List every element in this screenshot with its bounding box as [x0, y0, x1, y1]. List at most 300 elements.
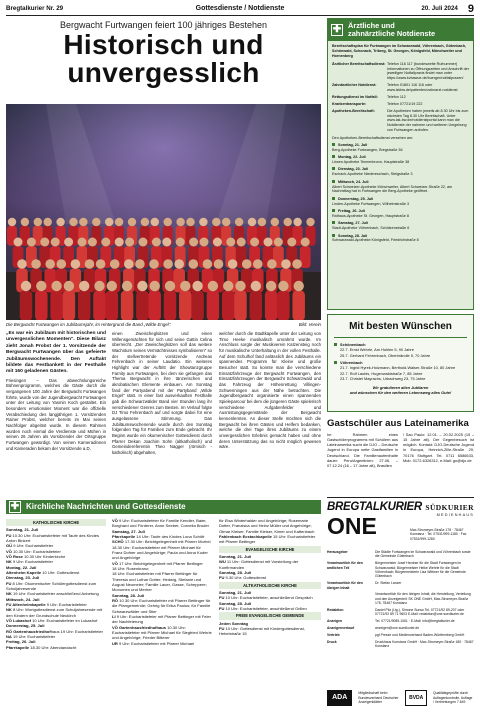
- emergency-row-value: Telefon 116 117 (bundesweite Rufnummer) Informationen zu Öffnungszeiten und Anschrift der jeweiligen Notfallpraxis findet man unter https://www.kvbawue.de/buerger/notfallpraxen/: [387, 61, 469, 81]
- person-body: [234, 291, 246, 320]
- article-column-1: [6, 331, 106, 451]
- imprint-rows: [327, 550, 474, 651]
- person-head: [34, 218, 42, 226]
- schedule-entry-text: für Elsa Winterhalder und Angehörige; Rosemarie Dotter, Franziska und Heinz Müller und Angehörige; Otmar Kleiser, Familie Kleiser, Kimer und Kattenbach: [219, 518, 315, 534]
- emergency-title: [348, 22, 435, 38]
- emergency-row: [332, 83, 469, 93]
- person-head: [274, 238, 283, 247]
- person-head: [135, 259, 145, 269]
- person-head: [124, 259, 134, 269]
- emergency-row: [332, 95, 469, 100]
- ada-logo: ADA: [327, 690, 352, 706]
- schedule-entry-text: 17 Uhr: Beichtgelegenheit mit Pfarrer Bettinger: [117, 560, 203, 566]
- emergency-rows: [332, 62, 469, 133]
- person-head: [278, 281, 288, 291]
- exchange-text-left: Im Rahmen eines Gastschülerprogramms mit Schülern aus Lateinamerika sucht die DJO – Deutsche Jugend in Europa nette Gastfamilien in Deutschland. Die Familienaufenthalte dauer: Peru/Argentinien: 27.06. – 07.12.24 (16 – 17 Jahre alt), Brasilien: [327, 432, 398, 468]
- wishes-item: 22.7. Rolf Laubis, Hugenwaldstraße 7, 85 Jahre: [340, 370, 423, 376]
- imprint-label: Redaktion: [327, 607, 344, 612]
- person-head: [51, 238, 60, 247]
- schedule-entry-text: haus 19 Uhr: Eucharistiefeier: [50, 628, 103, 634]
- schedule-entry-label: VÖ: [112, 518, 118, 523]
- schedule-entry-label: FU: [219, 606, 225, 612]
- publisher-sub: MEDIENHAUS: [436, 512, 474, 517]
- person-head: [85, 259, 95, 269]
- issue-label: Bregtalkurier Nr. 29: [6, 4, 64, 12]
- imprint-label: Anzeigenverkauf: [327, 626, 355, 631]
- emergency-title-1: Ärztliche und: [348, 20, 395, 30]
- person-head: [71, 259, 81, 269]
- pharmacy-entry: [332, 143, 469, 153]
- brand-one: ONE: [327, 512, 377, 539]
- schedule-entry-label: Sonntag, 21. Juli: [6, 527, 39, 533]
- person-head: [192, 281, 202, 291]
- schedule-entry-text: 19 Uhr: Eucharistiefeier anschließend Anbetung: [11, 591, 99, 597]
- bullet-icon: [334, 343, 337, 346]
- brand-name: BREGTALKURIER: [327, 501, 422, 513]
- schedule-entry-label: VÖ: [6, 548, 12, 554]
- person-body: [265, 291, 277, 320]
- schedule-entry-label: Altenheim Kapelle: [6, 570, 42, 576]
- ada-text: Mitgliedschaft beim Bundesverband Deutscher Anzeigenblätter: [358, 691, 399, 705]
- person-body: [277, 291, 289, 320]
- person-head: [223, 281, 233, 291]
- emergency-title-bar: [328, 19, 473, 41]
- imprint-label: Verantwortlich für den amtlichen Teil: [327, 561, 363, 570]
- schedule-entry-text: 10.30 Uhr: Eucharistiefeier: [11, 548, 61, 554]
- pharmacy-name: Albert Schweizer-Apotheke Mönchweiler, Albert Schweizer-Straße 22, am Nachmittag hat in Furtwangen die Berg-Apotheke geöffnet.: [332, 184, 453, 194]
- schedule-entry: [219, 518, 321, 534]
- article-column-2: einen Zweischeglsitzen und einen Willensgemächten für sich und seine Gattin Celina überreicht. „Der Zweischeglsitzen soll das weitere Wachstum seines Vermächtnisses symbolisieren" so der stellvertretende vorsitzende Andreas Fehrenbach in seiner Laudatio. Ein weiteres Highlight war der Auftritt der Showtanzgruppe Farnity aus Furtwangen, bei dem sie gefangen das Thema Bergwacht in ihre tänzerischen und akrobatischen Elemente einbauen. Am Sonntag fand der Partyabend mit der Partyband „Wilde Engel" statt. In einer fast ausverkauften Festhalle gab die Schwarzwälder Band vier Stunden lang ihr verschiedener Genres zum Besten. Im Verlauf folgte DJ Timo Fehrenbach auf und sorgte dabei für eine ausgelassene Stimmung. Das Jubiläumswochenende wurde durch den Sonntag folgenden Tag für Familien zum Ende gebracht. Ihr Beginn wurde ein ökumenischer Gottesdienst durch Pfarrer Dekan Joachim Sohn (altkatholisch) und Gemeindereferentin Theo Nagger (römisch - katholisch) abgehalten,: [112, 331, 212, 456]
- bullet-icon: [334, 361, 337, 364]
- schedule-entry-label: FU Altenheimkapelle: [6, 601, 46, 607]
- emergency-row-label: Rettungsdienst im Notfall:: [332, 94, 378, 99]
- person-head: [107, 281, 117, 291]
- pharmacy-name: Rathaus-Apotheke St. Georgen, Hauptstraße 8: [332, 213, 409, 218]
- imprint-label: Druck: [327, 639, 337, 644]
- publisher-address: Max-Stromeyer-Straße 178 · 78467 Konstanz · Tel. 07531/999-1180 · Fax 07531/999-1280: [410, 528, 467, 541]
- church-news-title: Kirchliche Nachrichten und Gottesdienste: [26, 501, 186, 511]
- free-church-heading: FREIE EVANGELISCHE GEMEINDE: [219, 612, 321, 619]
- person-body: [121, 291, 133, 320]
- person-head: [8, 218, 16, 226]
- article-subhead: Bergwacht Furtwangen feiert 100 jähriges Bestehen: [59, 20, 268, 30]
- article-lead: „Es war ein Jubiläum mit historischen und unvergesslichen Momenten". Diese Bilanz zieht Jonah Probst der 1. Vorsitzende der Bergwacht Furtwangen über das gefeierte Jubiläumswochenende. Den Auftakt bildete das Festbankett in der Festhalle mit 160 geladenen Gästen.: [6, 331, 106, 375]
- emergency-row: [332, 62, 469, 82]
- pharmacy-entry: [332, 155, 469, 165]
- bvda-text: Qualitätsgeprüfte durch Auflagenkontrolle, Auflage / Verbreitungen 7.649: [432, 691, 473, 705]
- schedule-entry-label: VÖ Rose: [6, 554, 23, 560]
- schedule-entry-label: FU: [6, 532, 12, 538]
- pharmacy-list: [332, 143, 469, 243]
- pharmacy-intro: Den Apotheken-Bereitschaftsdienst versehen am:: [332, 136, 413, 140]
- person-head: [40, 238, 49, 247]
- emergency-row-value: Die Apotheken haben jeweils ab 8.30 Uhr bis zum nächsten Tag 8.30 Uhr Bereitschaft. Unter www.lak-bw.de/notdienstportal kann man die Notdienste der nahmen und weiteren Umgebung von Furtwangen aufrufen.: [387, 108, 469, 133]
- person-body: [250, 291, 262, 320]
- person-head: [222, 218, 230, 226]
- membership-logos: [327, 690, 474, 706]
- schedule-entry: [6, 645, 106, 650]
- person-head: [176, 218, 184, 226]
- photo-credit: Bild: Verein: [298, 322, 321, 327]
- schedule-entry-label: FU: [219, 595, 225, 601]
- schedule-entry-label: Sonntag, 28. Juli: [112, 592, 145, 598]
- photo-caption: [6, 322, 321, 328]
- schedule-entry-text: 10 Uhr: Gottesdienst mit Kindergottesdienst, Hebelstraße 15: [219, 626, 305, 637]
- imprint-value: pgf Presse und Medienverband Baden-Württemberg GmbH: [375, 632, 465, 637]
- schedule-entry-label: FU: [219, 626, 225, 632]
- old-catholic-list: [219, 590, 321, 611]
- person-head: [248, 218, 256, 226]
- schedule-entry-label: LI: [112, 613, 116, 619]
- emergency-row-label: Krankentransporte:: [332, 101, 367, 106]
- schedule-entry-text: 10 Uhr: Eucharistiefeier, anschließend Gespräch: [224, 595, 313, 601]
- person-head: [208, 281, 218, 291]
- catholic-list: [6, 527, 106, 650]
- imprint-row: [327, 581, 474, 590]
- person-head: [27, 238, 36, 247]
- person-head: [122, 281, 132, 291]
- imprint-rule: [327, 497, 474, 498]
- pharmacy-entry: [332, 221, 469, 231]
- exchange-text-right: / Sao Paulo: 12.01. – 20.02.2025 (15 – 15 Jahre alt). Der Gegenbesuch ist möglich. Kontakt: DJO-Deutsche Jugend in Europa, Heinrich-Zille-Straße 29, 70176 Stuttgart. Tel. 0711 6586533, Mob. 0172-6326312, e-Mail: go@djo.de: [403, 432, 474, 463]
- pharmacy-date-text: Sonntag, 21. Juli: [338, 142, 368, 147]
- schedule-entry-label: VÖ: [112, 560, 118, 566]
- person-body: [106, 291, 118, 320]
- person-head: [79, 281, 89, 291]
- schedule-entry: [112, 598, 212, 614]
- imprint-value: Verantwortlich für den übrigen Inhalt, die Herstellung, Verteilung und den Anzeigenteil: SK ONE GmbH, Max-Stromeyer-Straße 178, 78467 Konstanz: [375, 592, 471, 606]
- free-church-list: [219, 621, 321, 637]
- schedule-entry: [219, 575, 321, 580]
- pharmacy-date-text: Freitag, 26. Juli: [338, 209, 365, 213]
- imprint-value: Dr. Stefan Lanzer: [375, 581, 402, 586]
- section-title: Gottesdienste / Notdienste: [195, 5, 285, 13]
- imprint-row: [327, 640, 474, 649]
- wishes-item: 25.7. Gerhard Fehrenbach, Oberbrändle 5, 70 Jahre: [340, 352, 431, 358]
- schedule-entry: [112, 641, 212, 646]
- person-head: [292, 259, 302, 269]
- person-head: [242, 259, 252, 269]
- person-head: [165, 281, 175, 291]
- schedule-entry-text: 10.30 Uhr: Eucharistiefeier mit Pfarrer Michael für Siegfried Wehrle und Angehörige; Frieder Bitterer: [112, 624, 212, 641]
- wishes-footer-2: und wünschen für den weiteren Lebensweg alles Gute!: [349, 390, 452, 396]
- schedule-entry-label: Sonntag, 21. Juli: [219, 554, 252, 560]
- person-head: [96, 259, 106, 269]
- schedule-entry-label: GÜ: [6, 543, 13, 549]
- imprint-row: [327, 592, 474, 605]
- schedule-entry-text: 18.30 Uhr: Abendandacht: [29, 644, 77, 650]
- schedule-entry-label: RÖ: [112, 597, 119, 603]
- wishes-item: 21.7. Ingrid Hyrek-Holzmann, Berthold-Walser-Straße 10, 80 Jahre: [340, 365, 456, 371]
- person-body: [63, 291, 75, 320]
- person-head: [69, 218, 77, 226]
- person-body: [93, 291, 105, 320]
- schedule-entry-text: 10 Uhr: Eucharistiefeier im Lukashof: [30, 617, 98, 623]
- person-head: [164, 218, 172, 226]
- catholic-list-2: [112, 518, 212, 646]
- imprint-value: Daniel Pilz (Ltg.), Simone Surwo Tel. 07721/92 89-207 oder 07721/92 89 71 9603 E-Mail: redaktion@one.suedkurier.de: [375, 607, 465, 617]
- wishes-footer: [328, 385, 473, 395]
- person-head: [51, 281, 61, 291]
- wishes-place-name: Vöhrenbach: [340, 359, 363, 365]
- cross-icon: ✚: [10, 501, 20, 512]
- person-head: [203, 259, 213, 269]
- emergency-row: [332, 109, 469, 133]
- schedule-entry: [219, 534, 321, 545]
- article-col1-text: Friesingen – Das abwechslungsreiche Bühnenprogramm, welches die Gäste durch die vergangenen 100 Jahre der Bergwacht Furtwangen führte, wurde von der Jugendbergwacht Furtwangen unter der Leitung von Yasmin Koch gestaltet. Ein besonders emotionaler Moment war die offizielle Verabschiedung des langjährigen 1. Vorsitzenden Rainer Probst, welcher bereits im Mai seinen Nachfolger abgelöst wurde. In diesem Rahmen wurden noch einmal die Verdienste und Mühen in seinen 26 Jahren als Vorsitzender der Ortsgruppe Furtwangen gewürdigt. Von seinen Kameradinnen und Kameraden bekam der Vorsitzende a.D.: [6, 377, 106, 451]
- person-head: [64, 238, 73, 247]
- brand-logo: [327, 501, 422, 539]
- other-churches-schedule: [219, 518, 321, 637]
- imprint-value: Die Städte Furtwangen im Schwarzwald und Vöhrenbach sowie die Gemeinde Gütenbach: [375, 550, 471, 559]
- headline-line-2: unvergesslich: [67, 57, 260, 88]
- person-head: [141, 218, 149, 226]
- pharmacy-name: Stadt-Apotheke Vöhrenbach, Schützenstraße 6: [332, 226, 410, 231]
- person-head: [264, 238, 273, 247]
- schedule-entry: [219, 626, 321, 637]
- person-body: [191, 291, 203, 320]
- imprint-row: [327, 633, 474, 637]
- emergency-services-box: [327, 18, 474, 310]
- church-news-bar: [6, 500, 321, 514]
- person-head: [105, 218, 113, 226]
- schedule-entry-text: 10 Uhr: Gottesdienst: [41, 570, 80, 576]
- schedule-entry-text: 10 Uhr: Eucharistiefeier, anschließend Grillen: [224, 606, 307, 612]
- person-head: [150, 281, 160, 291]
- person-head: [31, 259, 41, 269]
- schedule-entry-label: Sonntag, 21. Juli: [219, 590, 252, 596]
- bvda-logo: BVDA: [405, 690, 427, 706]
- imprint-label: [327, 592, 375, 605]
- article-column-3: welcher durch die Stadtkapelle unter der Leitung von Timo Heeke musikalisch umrahmt wurde. Im Anschluss sorgte der Musikverein Katzensteig noch für musikalische Unterhaltung in der vollen Festhalle. Auf dem Schulhof fand anlässlich des Jubiläums ein spannendes Programm für Kleine und große Besucher statt. So konnte man die verschiedene Einsatzfahrzeuge der Bergwacht Furtwangen, den Einsatzfahrzeugen der Bergwacht Schwarzwald und das Fahrzeug der Höhenrettung Villingen-Schwenningen aus der Nähe betrachten. Die Jugendbergwacht organisierte einen spannenden Spieleparcour bei dem die jüngeren Gäste spielerisch verschiedene Aufgabenfelder und Ausrüstungsgegenstände der Bergwacht kennenlernten. An dieser Stelle möchten sich die Bergwacht bei ihren Gästen und Helfern bedanken, welche die drei Tage ihres Jubiläums zu einem unvergesslichen Erlebnis gemacht haben und ohne deren Unterstützung das so nicht möglich gewesen wäre.: [219, 331, 321, 450]
- person-body: [136, 291, 148, 320]
- emergency-row: [332, 102, 469, 107]
- person-head: [284, 218, 292, 226]
- person-body: [164, 291, 176, 320]
- page-number: 9: [467, 2, 474, 15]
- schedule-entry-text: 18.30 Uhr: Eucharistiefeier mit Pfarrer Michael für Franz Dofner und Angehörige; Paula und Anna Kuder und Angehörige: [112, 544, 208, 561]
- group-photo-illustration: [6, 104, 321, 320]
- emergency-row-label: Zahnärztlicher Notdienst:: [332, 83, 377, 88]
- person-body: [148, 291, 160, 320]
- schedule-entry: [219, 559, 321, 570]
- schedule-entry-label: VÖ Lukashof: [6, 617, 31, 623]
- imprint-row: [327, 550, 474, 559]
- schedule-entry-label: Mittwoch, 24. Juli: [6, 596, 40, 602]
- emergency-body: [328, 41, 473, 249]
- catholic-heading: KATHOLISCHE KIRCHE: [6, 519, 106, 526]
- schedule-entry: [6, 533, 106, 544]
- imprint-row: [327, 626, 474, 630]
- pharmacy-name: Linden-Apotheke Furtwangen, Wilhelmstraße 3: [332, 201, 410, 206]
- birthday-wishes-box: [327, 314, 474, 412]
- schedule-entry-text: 11 Uhr: Gottesdienst mit Vorstellung der Konfirmanden: [219, 559, 299, 570]
- schedule-entry-label: WU: [219, 559, 226, 565]
- person-head: [101, 238, 110, 247]
- schedule-entry-label: Sonntag, 28. Juli: [219, 600, 252, 606]
- schedule-entry-text: 18 Uhr: Eucharistiefeier mit Pfarrer Bettinger für Theresia und Lothar Dotter; Hedwig, Stefanie und August Neumeier; Familie Lauer, Gasse, Scheppere; Monumen und Merher: [112, 571, 207, 593]
- old-catholic-heading: ALTKATHOLISCHE KIRCHE: [219, 582, 321, 589]
- person-body: [207, 291, 219, 320]
- schedule-entry-label: NA: [6, 633, 12, 639]
- pharmacy-entry: [332, 197, 469, 207]
- schedule-entry: [112, 571, 212, 592]
- schedule-entry-text: 9.30 Uhr: Gottesdienst: [224, 575, 267, 581]
- person-head: [45, 259, 55, 269]
- schedule-entry-text: 10.30 Uhr Kinderkirche: [22, 554, 66, 560]
- person-head: [271, 218, 279, 226]
- person-head: [250, 238, 259, 247]
- schedule-entry-text: 15 Uhr: Eucharistiefeier mit Pfarrer Bettinger: [219, 533, 316, 545]
- schedule-entry-text: 10.30 Uhr: Eucharistiefeier mit Taufe des Kindes Anton Binkert: [6, 532, 100, 544]
- schedule-entry-label: Sonntag, 28. Juli: [219, 570, 252, 576]
- imprint-row: [327, 561, 474, 578]
- imprint-label: Herausgeber: [327, 550, 348, 554]
- page-header: [6, 4, 474, 14]
- schedule-entry: [219, 606, 321, 611]
- schedule-entry-label: NK: [6, 559, 12, 565]
- catholic-schedule: [6, 518, 106, 650]
- person-head: [293, 218, 301, 226]
- person-head: [64, 281, 74, 291]
- person-head: [251, 281, 261, 291]
- person-head: [110, 259, 120, 269]
- pharmacy-entry: [332, 209, 469, 219]
- wishes-item: 23.7. Christel Mayrachs, Urbachweg 23, 75 Jahre: [340, 375, 426, 381]
- person-head: [125, 238, 134, 247]
- person-body: [20, 291, 32, 320]
- person-head: [152, 238, 161, 247]
- schedule-entry: [112, 518, 212, 529]
- bullet-icon: [332, 143, 335, 146]
- article-headline: [6, 31, 321, 87]
- person-head: [189, 259, 199, 269]
- person-head: [163, 259, 173, 269]
- emergency-row-value: Telefon 01801 116 116 oder www.lzkbw.de/patienten/zahnarzt-notdienst: [387, 83, 458, 92]
- imprint-label: Vertrieb: [327, 632, 340, 637]
- person-head: [186, 218, 194, 226]
- schedule-entry-label: FU: [6, 580, 12, 586]
- person-head: [21, 281, 31, 291]
- pharmacy-date-text: Donnerstag, 25. Juli: [338, 196, 374, 201]
- schedule-entry-text: 14 Uhr: Taufe des Kindes Lona Schött: [135, 533, 205, 539]
- person-head: [17, 259, 27, 269]
- person-head: [44, 218, 52, 226]
- medical-cross-icon: ✚: [332, 24, 342, 35]
- publisher-logo: [410, 503, 474, 518]
- schedule-entry-label: Pfarrkapelle: [112, 533, 136, 539]
- person-body: [222, 291, 234, 320]
- catholic-list-3: [219, 518, 321, 545]
- person-head: [212, 218, 220, 226]
- pharmacy-name: Schwarzwald-Apotheke Königsfeld, Friedrichstraße 8: [332, 238, 419, 243]
- person-head: [253, 259, 263, 269]
- pharmacy-date-text: Dienstag, 23. Juli: [338, 167, 369, 172]
- person-head: [14, 238, 23, 247]
- schedule-entry-label: Pfarrkapelle: [6, 644, 30, 650]
- person-head: [287, 238, 296, 247]
- schedule-entry-text: 10.30 Uhr: Eucharistiefeier mit Pfarrer Bettinger für die Pfarrgemeinde; Gehrig für Erika Paulus; für Familie Schwarzwälder und Stier: [112, 597, 211, 614]
- protestant-heading: EVANGELISCHE KIRCHE: [219, 546, 321, 553]
- imprint-value: Druckhaus Konstanz GmbH · Max-Stromeyer-Straße 180 · 78467 Konstanz: [375, 639, 474, 649]
- article-photo: [6, 104, 321, 320]
- person-head: [115, 238, 124, 247]
- imprint-label: Anzeigen: [327, 619, 343, 624]
- person-head: [88, 238, 97, 247]
- person-head: [200, 238, 209, 247]
- person-head: [214, 259, 224, 269]
- schedule-entry: [6, 607, 106, 618]
- schedule-entry-text: 9 Uhr: Eucharistiefeier: [11, 559, 54, 565]
- pharmacy-date-text: Montag, 22. Juli: [338, 155, 366, 160]
- person-head: [79, 218, 87, 226]
- schedule-entry-text: 9 Uhr: Eucharistiefeier: [45, 601, 87, 607]
- person-head: [57, 259, 67, 269]
- imprint-row: [327, 619, 474, 623]
- wishes-list: [328, 342, 473, 381]
- person-head: [235, 281, 245, 291]
- person-body: [292, 291, 304, 320]
- bullet-icon: [332, 209, 335, 212]
- schedule-entry: [112, 625, 212, 641]
- pharmacy-name: Berg-Apotheke Furtwangen, Bregstraße 36: [332, 147, 403, 152]
- person-head: [226, 238, 235, 247]
- bullet-icon: [332, 180, 335, 183]
- pharmacy-name: Löwen Apotheke Tennenbronn, Hauptstraße 38: [332, 160, 410, 164]
- schedule-entry-label: SCHÖ: [112, 539, 124, 545]
- person-head: [21, 218, 29, 226]
- person-head: [174, 259, 184, 269]
- person-head: [78, 238, 87, 247]
- person-head: [266, 281, 276, 291]
- person-head: [162, 238, 171, 247]
- bullet-icon: [332, 167, 335, 170]
- wishes-title: Mit besten Wünschen: [349, 321, 452, 332]
- pharmacy-entry: [332, 167, 469, 177]
- schedule-entry-label: Samstag, 27. Juli: [112, 528, 145, 534]
- person-head: [92, 218, 100, 226]
- headline-line-1: Historisch und: [63, 29, 264, 60]
- wishes-item: 22.7. Ernst Wehrle, Am Hohlen 5, 90 Jahre: [340, 347, 414, 353]
- schedule-entry-text: 19 Uhr: Eucharistiefeier: [11, 633, 56, 639]
- pharmacy-date-text: Mittwoch, 24. Juli: [338, 179, 369, 184]
- protestant-list: [219, 554, 321, 581]
- imprint-label: Verantwortlich für den übrigen Inhalt: [327, 581, 363, 590]
- pharmacy-name: Eschach-Apotheke Niedereschach, Steigstraße 3: [332, 172, 413, 177]
- person-head: [149, 259, 159, 269]
- emergency-intro: Bereitschaftsplan für Furtwangen im Schwarzwald, Vöhrenbach, Gütenbach, Schönwald, Schonach, Triberg, St. Georgen, Königsfeld, Mönchweiler und Hornenberg: [332, 44, 467, 58]
- wishes-rule: [334, 337, 467, 338]
- person-head: [306, 218, 314, 226]
- person-body: [179, 291, 191, 320]
- publisher-name: SÜDKURIER: [425, 503, 474, 512]
- schedule-entry: [6, 581, 106, 592]
- person-head: [281, 259, 291, 269]
- person-head: [267, 259, 277, 269]
- schedule-entry-label: Jeden Sonntag: [219, 620, 249, 626]
- schedule-entry-label: VÖ Gartenhausfriedhofhaus: [112, 624, 166, 630]
- person-head: [258, 218, 266, 226]
- schedule-entry-label: NK: [6, 591, 12, 597]
- schedule-entry-text: 9 Uhr: Eucharistiefeier mit Pfarrer Bettinger mit Feier der Nachfeierung: [112, 613, 211, 625]
- person-head: [36, 281, 46, 291]
- schedule-entry-text: 9 Uhr: Eucharistiefeier: [12, 543, 54, 549]
- schedule-entry-text: 17.30 Uhr: Beichtgelegenheit mit Pfarrer Morhel: [123, 539, 211, 545]
- schedule-entry-label: FU: [219, 575, 225, 581]
- person-head: [294, 281, 304, 291]
- person-head: [228, 259, 238, 269]
- person-head: [189, 238, 198, 247]
